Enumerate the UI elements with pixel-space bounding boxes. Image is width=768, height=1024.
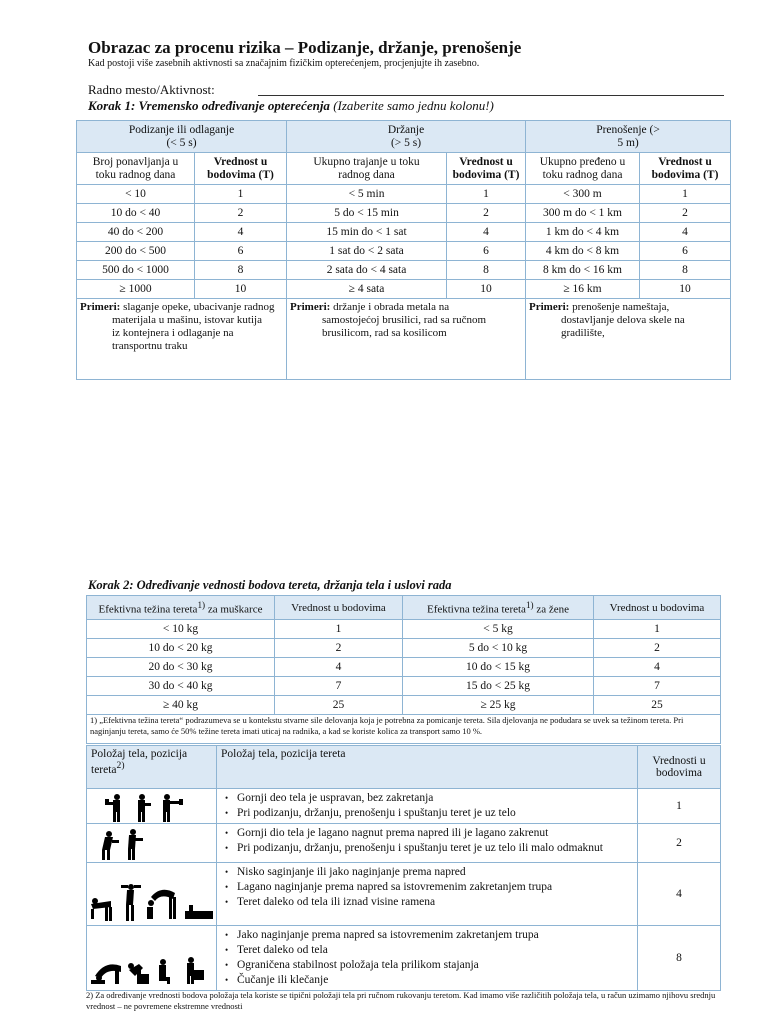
korak2-header-row: [87, 596, 721, 620]
table-cell: < 10: [77, 185, 195, 204]
table-cell: 8: [640, 261, 731, 280]
list-item: • Pri podizanju, držanju, prenošenju i spuštanju teret je uz telo ili malo odmaknut: [237, 841, 633, 856]
korak1-title: Korak 1: Vremensko određivanje opterećenja: [88, 98, 330, 113]
table-row: [77, 204, 731, 223]
table-cell: 4: [640, 223, 731, 242]
posture-table: [86, 745, 721, 991]
table-cell: 6: [195, 242, 287, 261]
table-cell: < 10 kg: [87, 620, 275, 639]
table-row: [77, 280, 731, 299]
posture-row-1: [87, 789, 721, 824]
korak1-subheader-1: Vrednost u bodovima (T): [195, 153, 287, 185]
table-cell: < 300 m: [526, 185, 640, 204]
table-cell: 15 do < 25 kg: [403, 677, 594, 696]
table-cell: 2: [640, 204, 731, 223]
korak2-title: Korak 2: Određivanje vednosti bodova tereta, držanja tela i uslovi rada: [88, 578, 452, 592]
korak1-table: [76, 120, 731, 380]
header-podizanje: Podizanje ili odlaganje (< 5 s): [77, 121, 287, 153]
header-men-value: Vrednost u bodovima: [275, 596, 403, 620]
table-cell: ≥ 40 kg: [87, 696, 275, 715]
table-cell: 10 do < 40: [77, 204, 195, 223]
table-cell: 25: [275, 696, 403, 715]
table-cell: ≥ 4 sata: [287, 280, 447, 299]
table-cell: 4: [447, 223, 526, 242]
table-cell: 2: [195, 204, 287, 223]
table-cell: 2: [275, 639, 403, 658]
table-cell: 4: [195, 223, 287, 242]
table-row: [77, 242, 731, 261]
crouching-figures-icon: [87, 926, 217, 986]
table-row: [87, 639, 721, 658]
korak1-header-row: [77, 121, 731, 153]
posture-header-figure: Položaj tela, pozicija tereta$^{2)}$: [87, 746, 217, 789]
table-cell: ≥ 25 kg: [403, 696, 594, 715]
table-row: [87, 677, 721, 696]
table-cell: 10 do < 15 kg: [403, 658, 594, 677]
leaning-figures-icon: [87, 824, 217, 862]
table-cell: 200 do < 500: [77, 242, 195, 261]
table-cell: 4: [594, 658, 721, 677]
example-cell-2: Primeri: prenošenje nameštaja, dostavljanje delova skele na gradilište,: [526, 299, 731, 380]
header-prenosenje: Prenošenje (> 5 m): [526, 121, 731, 153]
footnote1: 1) „Efektivna težina tereta“ podrazumeva se u kontekstu stvarne sile delovanja koja je potrebna za pomicanje tereta. Sila djelovanja ne podudara se uvek sa težinom tereta. Pri naginjanju tereta, samo će 50% težine tereta imati uticaj na radnika, a kad se koriste kolica za transport samo 10 %.: [87, 715, 721, 744]
table-cell: 4: [275, 658, 403, 677]
korak1-examples-row: [77, 299, 731, 380]
table-row: [87, 620, 721, 639]
list-item: • Lagano naginjanje prema napred sa istovremenim zakretanjem trupa: [237, 880, 633, 895]
posture-figure-4: [87, 926, 217, 991]
header-men-weight: Efektivna težina tereta$^{1)}$ za muškarce: [87, 596, 275, 620]
table-cell: 6: [640, 242, 731, 261]
table-cell: 1: [594, 620, 721, 639]
posture-value-3: 4: [638, 863, 721, 926]
korak1-subheader-0: Broj ponavljanja u toku radnog dana: [77, 153, 195, 185]
korak1-subheader-2: Ukupno trajanje u toku radnog dana: [287, 153, 447, 185]
page-title: Obrazac za procenu rizika – Podizanje, držanje, prenošenje: [88, 38, 522, 57]
table-cell: 15 min do < 1 sat: [287, 223, 447, 242]
posture-value-4: 8: [638, 926, 721, 991]
table-cell: 1: [447, 185, 526, 204]
korak1-subtitle: (Izaberite samo jednu kolonu!): [333, 98, 494, 113]
table-cell: 7: [594, 677, 721, 696]
table-cell: ≥ 1000: [77, 280, 195, 299]
posture-value-2: 2: [638, 824, 721, 863]
table-cell: 8 km do < 16 km: [526, 261, 640, 280]
example-cell-0: Primeri: slaganje opeke, ubacivanje radnog materijala u mašinu, istovar kutija iz kontejnera i odlaganje na transportnu traku: [77, 299, 287, 380]
table-cell: 2: [447, 204, 526, 223]
table-cell: 10: [640, 280, 731, 299]
list-item: • Jako naginjanje prema napred sa istovremenim zakretanjem trupa: [237, 928, 633, 943]
posture-description-3: [217, 863, 638, 926]
list-item: • Pri podizanju, držanju, prenošenju i spuštanju teret je uz telo: [237, 806, 633, 821]
table-cell: 5 do < 10 kg: [403, 639, 594, 658]
table-cell: 25: [594, 696, 721, 715]
standing-figures-icon: [87, 789, 217, 823]
table-cell: 300 m do < 1 km: [526, 204, 640, 223]
posture-header-description: Položaj tela, pozicija tereta: [217, 746, 638, 789]
radno-mesto-input-line[interactable]: [258, 95, 724, 96]
table-cell: 7: [275, 677, 403, 696]
posture-description-4: [217, 926, 638, 991]
table-cell: 8: [447, 261, 526, 280]
table-row: [77, 185, 731, 204]
example-cell-1: Primeri: držanje i obrada metala na samostojećoj brusilici, rad sa ručnom brusilicom, rad sa kosilicom: [287, 299, 526, 380]
table-cell: 10: [195, 280, 287, 299]
table-cell: ≥ 16 km: [526, 280, 640, 299]
posture-description-2: [217, 824, 638, 863]
table-cell: 10: [447, 280, 526, 299]
table-cell: 1 km do < 4 km: [526, 223, 640, 242]
table-cell: 8: [195, 261, 287, 280]
list-item: • Teret daleko od tela: [237, 943, 633, 958]
table-row: [87, 696, 721, 715]
posture-figure-2: [87, 824, 217, 863]
posture-row-3: [87, 863, 721, 926]
posture-description-1: [217, 789, 638, 824]
footnote1-row: [87, 715, 721, 744]
korak1-subheader-3: Vrednost u bodovima (T): [447, 153, 526, 185]
table-row: [77, 223, 731, 242]
table-cell: 2 sata do < 4 sata: [287, 261, 447, 280]
korak2-body: [87, 620, 721, 715]
page-subtitle: Kad postoji više zasebnih aktivnosti sa značajnim fizičkim opterećenjem, procjenjujte ih zasebno.: [88, 58, 480, 69]
footnote2: 2) Za određivanje vrednosti bodova položaja tela koriste se tipični položaji tela pri ručnom rukovanju teretom. Kad imamo više različitih položaja tela, u račun uzimamo njihovu srednju vrednost – ne povremene ekstremne vrednosti: [86, 990, 716, 1011]
table-cell: 2: [594, 639, 721, 658]
korak1-heading: [88, 98, 494, 114]
header-women-weight: Efektivna težina tereta$^{1)}$ za žene: [403, 596, 594, 620]
list-item: • Čučanje ili klečanje: [237, 973, 633, 988]
radno-mesto-label: Radno mesto/Aktivnost:: [88, 82, 215, 97]
korak1-subheader-5: Vrednost u bodovima (T): [640, 153, 731, 185]
header-women-value: Vrednost u bodovima: [594, 596, 721, 620]
list-item: • Nisko saginjanje ili jako naginjanje prema napred: [237, 865, 633, 880]
bending-figures-icon: [87, 863, 217, 925]
korak1-body: [77, 185, 731, 299]
table-row: [77, 261, 731, 280]
posture-row-2: [87, 824, 721, 863]
table-cell: 1: [195, 185, 287, 204]
korak1-subheader-4: Ukupno pređeno u toku radnog dana: [526, 153, 640, 185]
posture-row-4: [87, 926, 721, 991]
posture-figure-3: [87, 863, 217, 926]
posture-figure-1: [87, 789, 217, 824]
list-item: • Teret daleko od tela ili iznad visine ramena: [237, 895, 633, 910]
table-cell: 6: [447, 242, 526, 261]
table-row: [87, 658, 721, 677]
korak1-subheader-row: [77, 153, 731, 185]
table-cell: < 5 kg: [403, 620, 594, 639]
posture-header-value: Vrednosti u bodovima: [638, 746, 721, 789]
table-cell: 5 do < 15 min: [287, 204, 447, 223]
table-cell: 1 sat do < 2 sata: [287, 242, 447, 261]
table-cell: 10 do < 20 kg: [87, 639, 275, 658]
table-cell: < 5 min: [287, 185, 447, 204]
table-cell: 1: [275, 620, 403, 639]
list-item: • Gornji deo tela je uspravan, bez zakretanja: [237, 791, 633, 806]
list-item: • Ograničena stabilnost položaja tela prilikom stajanja: [237, 958, 633, 973]
table-cell: 1: [640, 185, 731, 204]
table-cell: 500 do < 1000: [77, 261, 195, 280]
table-cell: 30 do < 40 kg: [87, 677, 275, 696]
table-cell: 40 do < 200: [77, 223, 195, 242]
table-cell: 4 km do < 8 km: [526, 242, 640, 261]
table-cell: 20 do < 30 kg: [87, 658, 275, 677]
posture-value-1: 1: [638, 789, 721, 824]
header-drzanje: Držanje (> 5 s): [287, 121, 526, 153]
posture-header-row: [87, 746, 721, 789]
list-item: • Gornji dio tela je lagano nagnut prema napred ili je lagano zakrenut: [237, 826, 633, 841]
korak2-weight-table: [86, 595, 721, 744]
